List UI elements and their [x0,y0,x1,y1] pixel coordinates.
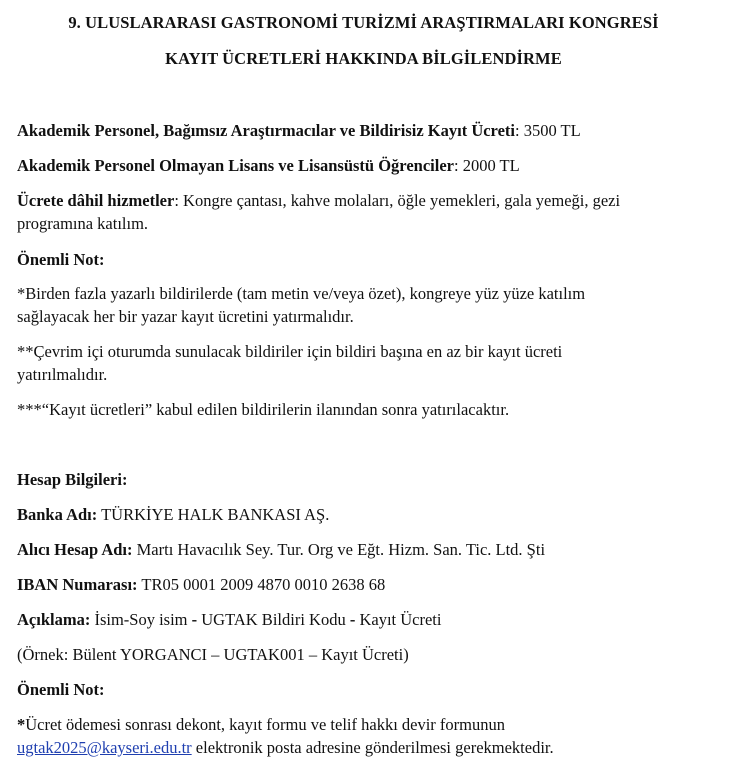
iban [17,573,710,596]
fee-academic-label: Akademik Personel, Bağımsız Araştırmacılar ve Bildirisiz Kayıt Ücreti [17,121,515,140]
recipient-name [17,538,710,561]
note-send-documents: *Ücret ödemesi sonrası dekont, kayıt formu ve telif hakkı devir formunun ugtak2025@kayseri.edu.tr elektronik posta adresine gönderilmesi gerekmektedir. [17,715,554,757]
fee-student-value: : 2000 TL [453,156,520,175]
bank-name [17,503,710,526]
contact-email-link[interactable]: ugtak2025@kayseri.edu.tr [17,738,192,757]
note-multiple-authors [17,282,710,328]
note-send-documents-2: elektronik posta adresine gönderilmesi gerekmektedir. [191,738,554,757]
iban-label: IBAN Numarası: [17,575,138,594]
document-subtitle: KAYIT ÜCRETLERİ HAKKINDA BİLGİLENDİRME [165,49,562,68]
note-online-session-1: **Çevrim içi oturumda sunulacak bildiriler için bildiri başına en az bir kayıt ücreti [17,342,563,361]
payment-description-label: Açıklama: [17,610,91,629]
congress-title: 9. ULUSLARARASI GASTRONOMİ TURİZMİ ARAŞTIRMALARI KONGRESİ [68,13,659,32]
fee-academic [17,119,710,142]
payment-example: (Örnek: Bülent YORGANCI – UGTAK001 – Kayıt Ücreti) [17,645,409,664]
recipient-name-label: Alıcı Hesap Adı: [17,540,133,559]
bank-name-value: TÜRKİYE HALK BANKASI AŞ. [97,505,330,524]
notes1-heading: Önemli Not: [17,250,105,269]
fee-included-paragraph [17,189,710,235]
account-heading: Hesap Bilgileri: [17,470,128,489]
fee-included-text-2: programına katılım. [17,214,149,233]
bank-name-label: Banka Adı: [17,505,98,524]
fee-included-text-1: : Kongre çantası, kahve molaları, öğle yemekleri, gala yemeği, gezi [174,191,621,210]
note-multiple-authors-1: *Birden fazla yazarlı bildirilerde (tam metin ve/veya özet), kongreye yüz yüze katılım [17,284,586,303]
notes2-heading: Önemli Not: [17,680,105,699]
fee-academic-value: : 3500 TL [514,121,581,140]
iban-value: TR05 0001 2009 4870 0010 2638 68 [137,575,386,594]
fee-included-label: Ücrete dâhil hizmetler [17,191,175,210]
payment-description: Açıklama: İsim-Soy isim - UGTAK Bildiri Kodu - Kayıt Ücreti [17,610,442,629]
note-send-documents-1: Ücret ödemesi sonrası dekont, kayıt formu ve telif hakkı devir formunun [25,715,505,734]
note-online-session-2: yatırılmalıdır. [17,365,108,384]
note-online-session [17,340,710,386]
fee-student [17,154,710,177]
fee-student-label: Akademik Personel Olmayan Lisans ve Lisansüstü Öğrenciler [17,156,454,175]
note-multiple-authors-2: sağlayacak her bir yazar kayıt ücretini yatırmalıdır. [17,307,354,326]
note-payment-timing: ***“Kayıt ücretleri” kabul edilen bildirilerin ilanından sonra yatırılacaktır. [17,400,510,419]
recipient-name-value: Martı Havacılık Sey. Tur. Org ve Eğt. Hizm. San. Tic. Ltd. Şti [132,540,546,559]
